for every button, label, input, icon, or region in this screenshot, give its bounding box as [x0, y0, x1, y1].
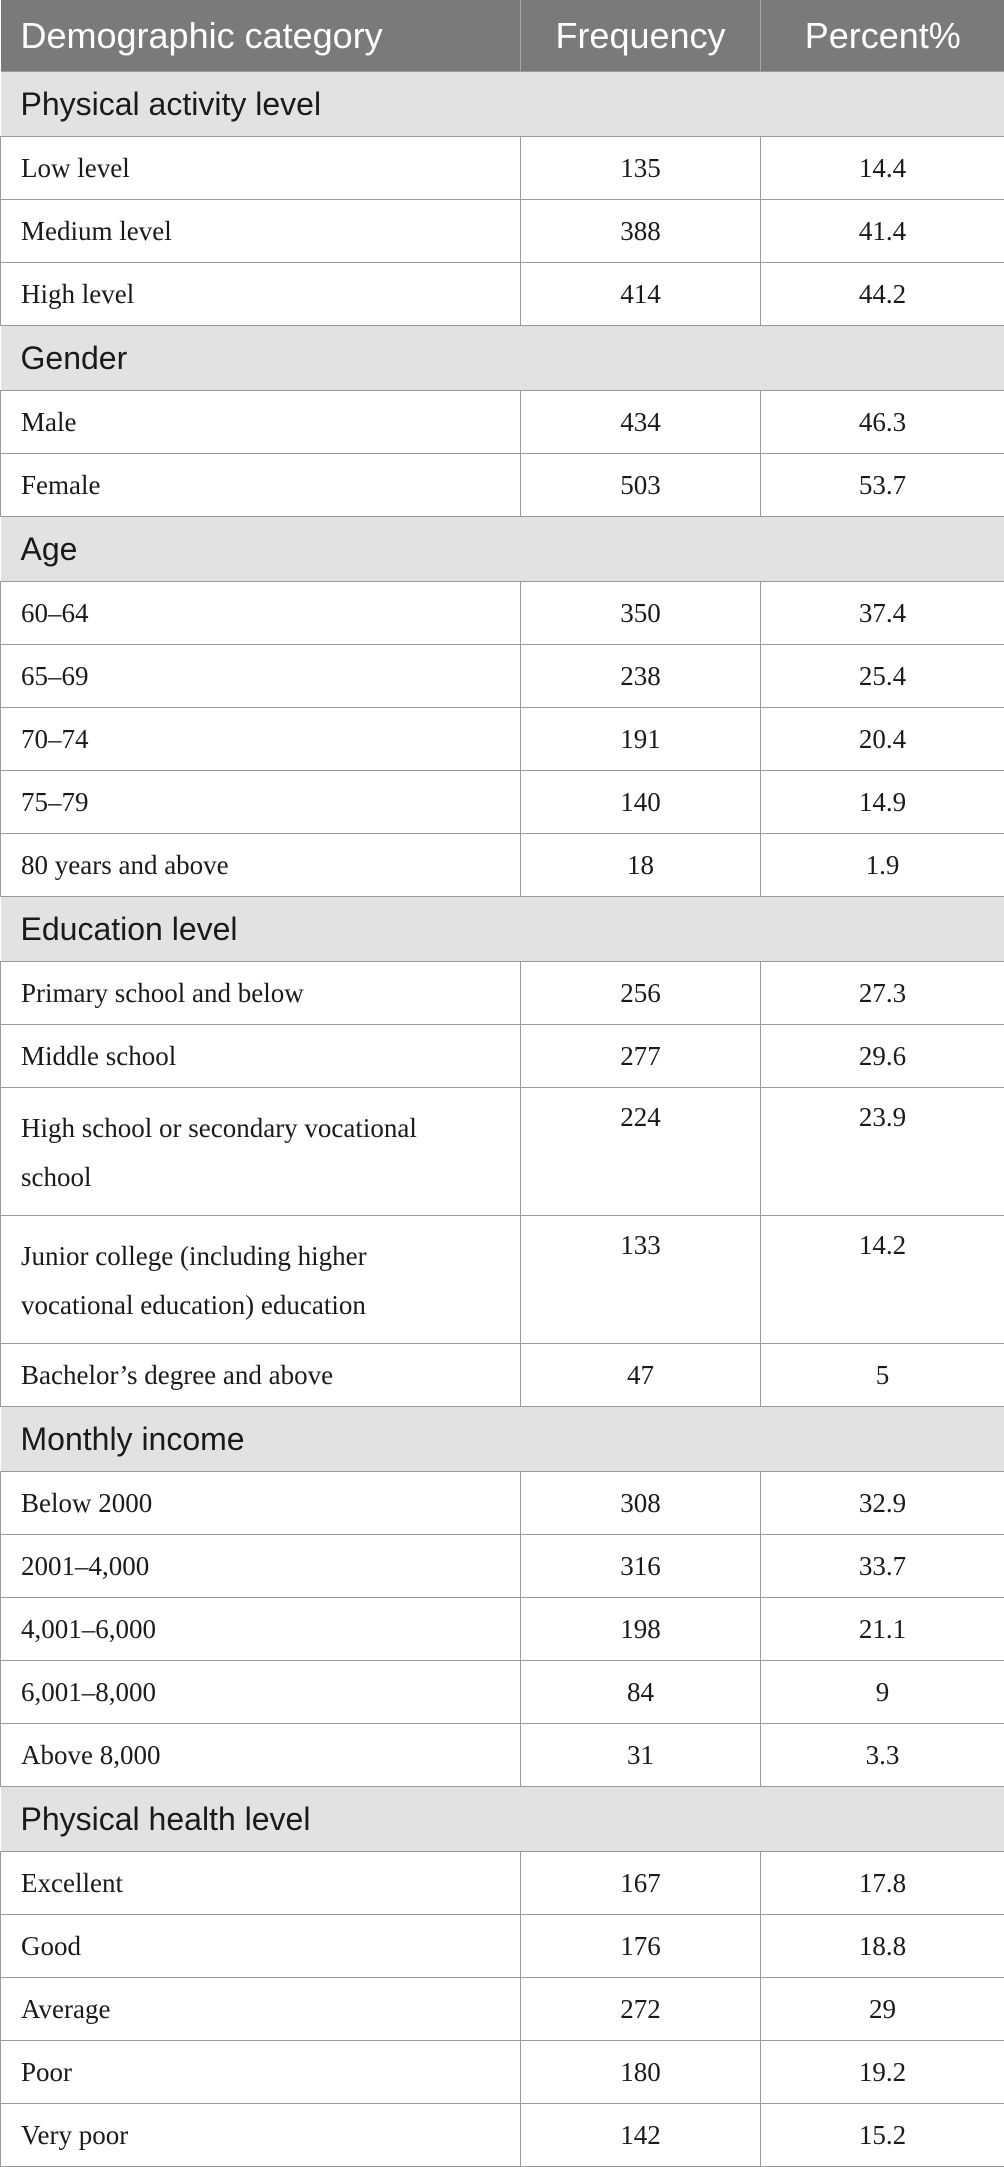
- row-label: 65–69: [1, 645, 521, 708]
- row-percent: 25.4: [761, 645, 1004, 708]
- row-label: 2001–4,000: [1, 1535, 521, 1598]
- row-percent: 14.4: [761, 137, 1004, 200]
- table-row: [1, 834, 1004, 897]
- table-row: [1, 1216, 1004, 1344]
- section-row: [1, 1407, 1004, 1472]
- row-label: Low level: [1, 137, 521, 200]
- row-frequency: 272: [521, 1978, 761, 2041]
- header-frequency: Frequency: [521, 0, 761, 72]
- table-body: [1, 72, 1004, 2167]
- row-percent: 44.2: [761, 263, 1004, 326]
- table-row: [1, 1852, 1004, 1915]
- table-row: [1, 1661, 1004, 1724]
- row-frequency: 180: [521, 2041, 761, 2104]
- row-percent: 29.6: [761, 1025, 1004, 1088]
- section-title: Education level: [1, 897, 1004, 962]
- row-percent: 53.7: [761, 454, 1004, 517]
- row-label: High level: [1, 263, 521, 326]
- row-frequency: 31: [521, 1724, 761, 1787]
- header-percent: Percent%: [761, 0, 1004, 72]
- row-frequency: 256: [521, 962, 761, 1025]
- row-frequency: 198: [521, 1598, 761, 1661]
- header-row: [1, 0, 1004, 72]
- row-label: 70–74: [1, 708, 521, 771]
- row-label: 80 years and above: [1, 834, 521, 897]
- row-frequency: 316: [521, 1535, 761, 1598]
- row-frequency: 47: [521, 1344, 761, 1407]
- section-title: Age: [1, 517, 1004, 582]
- row-frequency: 238: [521, 645, 761, 708]
- row-label: Junior college (including higher vocational education) education: [1, 1216, 521, 1344]
- row-frequency: 308: [521, 1472, 761, 1535]
- row-percent: 21.1: [761, 1598, 1004, 1661]
- row-percent: 14.9: [761, 771, 1004, 834]
- row-label: Poor: [1, 2041, 521, 2104]
- row-label: 6,001–8,000: [1, 1661, 521, 1724]
- row-percent: 15.2: [761, 2104, 1004, 2167]
- row-frequency: 135: [521, 137, 761, 200]
- table-row: [1, 645, 1004, 708]
- row-frequency: 167: [521, 1852, 761, 1915]
- table-row: [1, 391, 1004, 454]
- table-row: [1, 263, 1004, 326]
- table-row: [1, 1472, 1004, 1535]
- table-row: [1, 708, 1004, 771]
- section-row: [1, 326, 1004, 391]
- table-row: [1, 454, 1004, 517]
- table-row: [1, 1025, 1004, 1088]
- section-title: Gender: [1, 326, 1004, 391]
- section-row: [1, 517, 1004, 582]
- row-frequency: 84: [521, 1661, 761, 1724]
- row-label: Above 8,000: [1, 1724, 521, 1787]
- section-row: [1, 72, 1004, 137]
- row-label: Middle school: [1, 1025, 521, 1088]
- row-percent: 20.4: [761, 708, 1004, 771]
- table-row: [1, 1344, 1004, 1407]
- row-percent: 5: [761, 1344, 1004, 1407]
- row-label: Average: [1, 1978, 521, 2041]
- row-label: Primary school and below: [1, 962, 521, 1025]
- row-percent: 37.4: [761, 582, 1004, 645]
- row-frequency: 503: [521, 454, 761, 517]
- row-label: Good: [1, 1915, 521, 1978]
- row-percent: 27.3: [761, 962, 1004, 1025]
- row-frequency: 18: [521, 834, 761, 897]
- row-frequency: 191: [521, 708, 761, 771]
- row-label: 60–64: [1, 582, 521, 645]
- row-label: Female: [1, 454, 521, 517]
- row-frequency: 133: [521, 1216, 761, 1344]
- table-row: [1, 2041, 1004, 2104]
- table-row: [1, 582, 1004, 645]
- row-label: Very poor: [1, 2104, 521, 2167]
- row-percent: 33.7: [761, 1535, 1004, 1598]
- row-percent: 29: [761, 1978, 1004, 2041]
- row-frequency: 350: [521, 582, 761, 645]
- row-label: High school or secondary vocational school: [1, 1088, 521, 1216]
- row-frequency: 142: [521, 2104, 761, 2167]
- table-row: [1, 137, 1004, 200]
- row-label: Bachelor’s degree and above: [1, 1344, 521, 1407]
- row-frequency: 434: [521, 391, 761, 454]
- table-row: [1, 1535, 1004, 1598]
- table-row: [1, 771, 1004, 834]
- row-frequency: 414: [521, 263, 761, 326]
- row-label: Medium level: [1, 200, 521, 263]
- section-title: Physical health level: [1, 1787, 1004, 1852]
- row-percent: 17.8: [761, 1852, 1004, 1915]
- row-percent: 9: [761, 1661, 1004, 1724]
- row-frequency: 140: [521, 771, 761, 834]
- table-row: [1, 1724, 1004, 1787]
- row-percent: 18.8: [761, 1915, 1004, 1978]
- row-frequency: 277: [521, 1025, 761, 1088]
- row-percent: 32.9: [761, 1472, 1004, 1535]
- section-title: Physical activity level: [1, 72, 1004, 137]
- table-row: [1, 1978, 1004, 2041]
- row-percent: 23.9: [761, 1088, 1004, 1216]
- table-row: [1, 962, 1004, 1025]
- section-title: Monthly income: [1, 1407, 1004, 1472]
- table-row: [1, 2104, 1004, 2167]
- row-label: Excellent: [1, 1852, 521, 1915]
- row-frequency: 388: [521, 200, 761, 263]
- row-percent: 3.3: [761, 1724, 1004, 1787]
- row-percent: 41.4: [761, 200, 1004, 263]
- row-label: 75–79: [1, 771, 521, 834]
- row-percent: 14.2: [761, 1216, 1004, 1344]
- table-row: [1, 1915, 1004, 1978]
- table-row: [1, 200, 1004, 263]
- header-category: Demographic category: [1, 0, 521, 72]
- section-row: [1, 1787, 1004, 1852]
- row-frequency: 224: [521, 1088, 761, 1216]
- row-frequency: 176: [521, 1915, 761, 1978]
- table-row: [1, 1088, 1004, 1216]
- section-row: [1, 897, 1004, 962]
- row-label: 4,001–6,000: [1, 1598, 521, 1661]
- row-label: Below 2000: [1, 1472, 521, 1535]
- table-header: [1, 0, 1004, 72]
- row-label: Male: [1, 391, 521, 454]
- table-row: [1, 1598, 1004, 1661]
- row-percent: 46.3: [761, 391, 1004, 454]
- row-percent: 19.2: [761, 2041, 1004, 2104]
- row-percent: 1.9: [761, 834, 1004, 897]
